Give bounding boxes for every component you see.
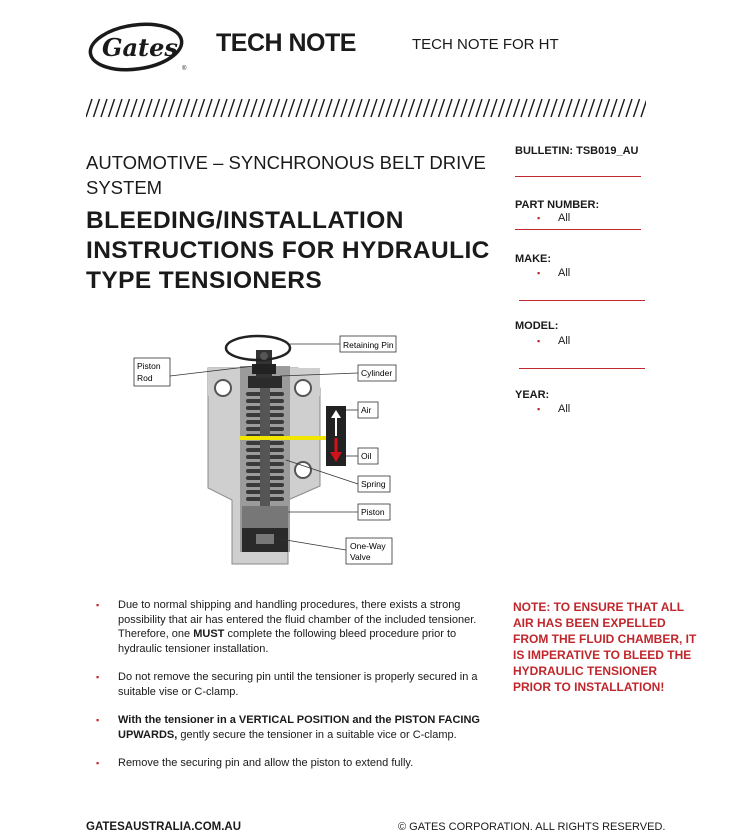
page-title: BLEEDING/INSTALLATION INSTRUCTIONS FOR HYDRAULIC TYPE TENSIONERS	[86, 207, 490, 294]
year-label: YEAR:	[515, 389, 550, 401]
tech-note-subtitle: TECH NOTE FOR HT	[412, 36, 559, 53]
callout-valve: One-Way	[350, 541, 386, 551]
mount-hole	[215, 380, 231, 396]
list-item: ▪ Remove the securing pin and allow the piston to extend fully.	[96, 757, 414, 769]
year-value: All	[558, 403, 571, 415]
model-label: MODEL:	[515, 320, 559, 332]
callout-piston-rod-line2: Rod	[137, 373, 153, 383]
instruction-list	[96, 598, 481, 785]
piston-element	[242, 506, 288, 528]
gates-logo	[86, 20, 190, 74]
callout-valve-line2: Valve	[350, 552, 371, 562]
callout-spring: Spring	[361, 479, 386, 489]
bullet-icon: ▪	[96, 758, 100, 768]
callout-piston: Piston	[361, 507, 385, 517]
part-number-label: PART NUMBER:	[515, 199, 600, 211]
callout-air: Air	[361, 405, 372, 415]
tensioner-diagram	[130, 328, 400, 568]
list-item: ▪ With the tensioner in a VERTICAL POSITION and the PISTON FACING UPWARDS, gently secure the tensioner in a suitable vice or C-clamp.	[96, 714, 480, 741]
callout-cylinder: Cylinder	[361, 368, 393, 378]
mount-hole	[295, 462, 311, 478]
bullet-icon: ▪	[96, 672, 100, 682]
bullet-icon: ▪	[537, 404, 541, 414]
hatch-divider	[86, 98, 646, 118]
callout-retaining-pin: Retaining Pin	[343, 340, 394, 350]
divider	[519, 368, 645, 369]
list-item: ▪ Due to normal shipping and handling procedures, there exists a strong possibility that air has entered the fluid chamber of the included tensioner. Therefore, one MUST complete the following bleed procedure prior to hydraulic tensioner installation.	[96, 599, 477, 655]
category-heading: AUTOMOTIVE – SYNCHRONOUS BELT DRIVE SYSTEM	[86, 152, 486, 198]
bullet-icon: ▪	[96, 715, 100, 725]
list-item: ▪ Do not remove the securing pin until the tensioner is properly secured in a suitable vise or C-clamp.	[96, 671, 478, 698]
footer-website-link[interactable]: GATESAUSTRALIA.COM.AU	[86, 821, 242, 833]
bullet-icon: ▪	[537, 268, 541, 278]
make-label: MAKE:	[515, 253, 552, 265]
bullet-icon: ▪	[96, 600, 100, 610]
mount-hole	[295, 380, 311, 396]
bullet-icon: ▪	[537, 213, 541, 223]
callout-oil: Oil	[361, 451, 372, 461]
tech-note-heading: TECH NOTE	[216, 29, 356, 57]
logo-text: Gates	[102, 33, 178, 62]
divider	[519, 300, 645, 301]
callout-piston-rod: Piston	[137, 361, 161, 371]
divider	[515, 176, 641, 177]
model-value: All	[558, 335, 571, 347]
divider	[515, 229, 641, 230]
bullet-icon: ▪	[537, 336, 541, 346]
part-number-value: All	[558, 212, 571, 224]
bulletin-label: BULLETIN: TSB019_AU	[515, 145, 639, 157]
make-value: All	[558, 267, 571, 279]
warning-note: NOTE: TO ENSURE THAT ALL AIR HAS BEEN EXPELLED FROM THE FLUID CHAMBER, IT IS IMPERATIVE TO BLEED THE HYDRAULIC TENSIONER PRIOR TO INSTALLATION!	[513, 600, 697, 694]
footer-copyright: © GATES CORPORATION. ALL RIGHTS RESERVED.	[398, 821, 666, 833]
svg-text:®: ®	[182, 66, 187, 72]
